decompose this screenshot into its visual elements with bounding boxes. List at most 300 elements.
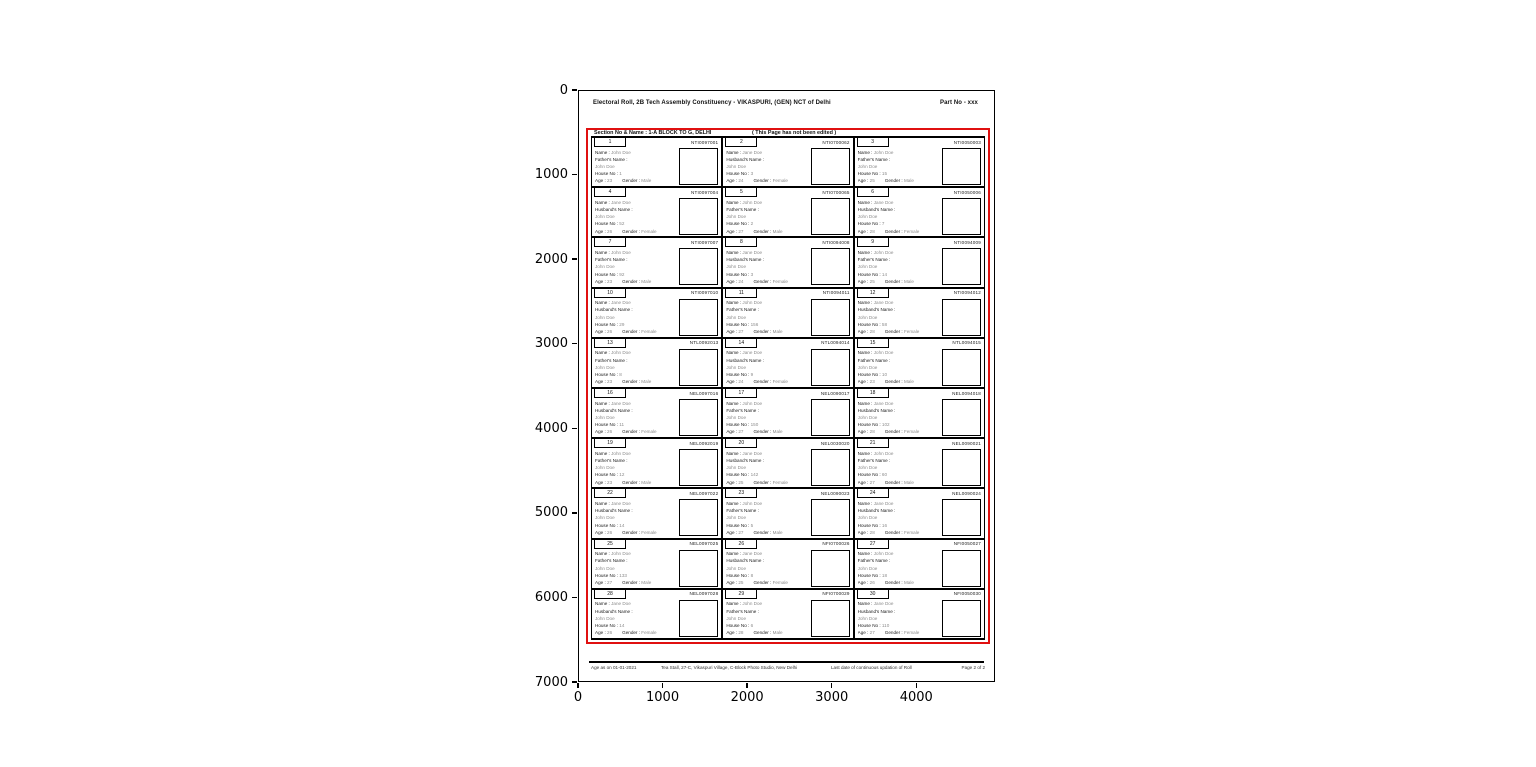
epic-number: NEL0090024 bbox=[952, 490, 981, 496]
voter-details bbox=[858, 199, 944, 235]
voter-photo-box bbox=[811, 449, 850, 486]
gender-group bbox=[885, 229, 919, 234]
serial-number-box: 13 bbox=[594, 338, 626, 348]
gender-group bbox=[622, 429, 656, 434]
house-value: 7 bbox=[881, 221, 885, 227]
relation-value-line: John Doe bbox=[726, 264, 746, 270]
gender-value: Male bbox=[772, 328, 783, 334]
age-label: Age : bbox=[595, 579, 608, 585]
serial-number-box: 21 bbox=[857, 438, 889, 448]
house-value: 10 bbox=[881, 371, 888, 377]
gender-value: Male bbox=[903, 379, 914, 385]
name-value: John Doe bbox=[742, 400, 763, 406]
serial-number-box: 27 bbox=[857, 539, 889, 549]
gender-group bbox=[885, 580, 914, 585]
age-gender-line bbox=[595, 378, 681, 385]
voter-details bbox=[726, 500, 812, 536]
gender-group bbox=[622, 279, 651, 284]
name-line bbox=[595, 299, 681, 306]
name-label: Name : bbox=[857, 551, 874, 557]
serial-number-box: 22 bbox=[594, 488, 626, 498]
relation-value-line: John Doe bbox=[595, 364, 615, 370]
name-label: Name : bbox=[595, 500, 612, 506]
name-line bbox=[595, 349, 681, 356]
voter-card bbox=[722, 389, 853, 437]
serial-number-box: 6 bbox=[857, 187, 889, 197]
voter-photo-box bbox=[811, 299, 850, 336]
gender-value: Female bbox=[641, 529, 657, 535]
age-gender-line bbox=[726, 529, 812, 536]
gender-value: Female bbox=[903, 429, 920, 435]
gender-label: Gender : bbox=[753, 630, 773, 636]
y-tick-mark bbox=[572, 428, 577, 429]
gender-value: Male bbox=[903, 178, 914, 184]
name-label: Name : bbox=[726, 350, 743, 356]
voter-card-grid bbox=[591, 136, 985, 640]
house-label: House No : bbox=[595, 422, 620, 428]
house-value: 2 bbox=[750, 221, 754, 227]
age-label: Age : bbox=[726, 328, 739, 334]
y-tick-mark bbox=[572, 597, 577, 598]
relation-label-line: Husband's Name : bbox=[857, 608, 896, 614]
gender-value: Female bbox=[772, 178, 788, 184]
age-label: Age : bbox=[595, 429, 608, 435]
age-label: Age : bbox=[726, 630, 739, 636]
voter-card-row bbox=[591, 186, 985, 236]
voter-card bbox=[854, 540, 985, 588]
age-label: Age : bbox=[857, 529, 870, 535]
house-label: House No : bbox=[595, 271, 620, 277]
epic-number: NTL0092013 bbox=[689, 340, 719, 346]
epic-number: NTI0700062 bbox=[822, 139, 850, 145]
name-value: Jane Doe bbox=[873, 300, 894, 306]
gender-group bbox=[753, 630, 782, 635]
gender-group bbox=[753, 229, 782, 234]
gender-label: Gender : bbox=[884, 579, 904, 585]
house-line bbox=[858, 522, 944, 529]
house-line bbox=[595, 271, 681, 278]
serial-number-box: 11 bbox=[725, 288, 757, 298]
voter-photo-box bbox=[679, 248, 718, 285]
house-value: 150 bbox=[750, 422, 759, 428]
name-value: Jane Doe bbox=[873, 400, 894, 406]
x-tick-mark bbox=[662, 683, 663, 688]
relation-label-line: Husband's Name : bbox=[857, 206, 896, 212]
epic-number: NEL0030020 bbox=[820, 440, 850, 446]
house-value: 29 bbox=[619, 321, 625, 327]
voter-details bbox=[595, 600, 681, 636]
relation-value-line: John Doe bbox=[857, 414, 878, 420]
x-tick-label: 4000 bbox=[899, 690, 933, 705]
epic-number: NEL0092019 bbox=[689, 440, 719, 446]
gender-value: Female bbox=[641, 228, 657, 234]
house-label: House No : bbox=[726, 221, 751, 227]
relation-value-line: John Doe bbox=[857, 314, 878, 320]
relation-label-line: Husband's Name : bbox=[595, 307, 633, 313]
name-label: Name : bbox=[857, 601, 874, 607]
relation-label-line: Father's Name : bbox=[857, 257, 891, 263]
name-value: John Doe bbox=[873, 249, 894, 255]
house-line bbox=[595, 421, 681, 428]
name-value: Jane Doe bbox=[873, 199, 894, 205]
serial-number-box: 16 bbox=[594, 388, 626, 398]
gender-group bbox=[753, 329, 782, 334]
serial-number-box: 9 bbox=[857, 237, 889, 247]
house-value: 52 bbox=[619, 221, 625, 227]
relation-label-line: Husband's Name : bbox=[726, 357, 764, 363]
house-value: 9 bbox=[750, 371, 754, 377]
voter-photo-box bbox=[811, 198, 850, 235]
age-gender-line bbox=[595, 177, 681, 184]
section-name-label: Section No & Name : 1-A BLOCK TO G, DELHI bbox=[594, 130, 712, 136]
voter-card bbox=[591, 439, 722, 487]
house-label: House No : bbox=[726, 271, 751, 277]
voter-photo-box bbox=[811, 148, 850, 185]
age-value: 23 bbox=[607, 278, 613, 284]
voter-card bbox=[722, 138, 853, 186]
y-tick-label: 6000 bbox=[534, 589, 568, 605]
gender-value: Female bbox=[641, 630, 657, 636]
house-value: 1 bbox=[619, 171, 622, 177]
plot-area bbox=[578, 90, 995, 682]
gender-label: Gender : bbox=[753, 178, 773, 184]
house-line bbox=[726, 170, 812, 177]
house-label: House No : bbox=[595, 622, 620, 628]
voter-photo-box bbox=[942, 499, 981, 536]
age-value: 28 bbox=[869, 228, 875, 234]
gender-group bbox=[622, 530, 656, 535]
relation-label-line: Husband's Name : bbox=[857, 508, 896, 514]
name-line bbox=[595, 500, 681, 507]
relation-value-line: John Doe bbox=[857, 214, 878, 220]
gender-value: Female bbox=[772, 278, 788, 284]
relation-value-line: John Doe bbox=[857, 515, 878, 521]
age-gender-line bbox=[858, 378, 944, 385]
epic-number: NFI0050030 bbox=[953, 591, 981, 597]
gender-label: Gender : bbox=[622, 630, 642, 636]
name-value: Jane Doe bbox=[742, 450, 763, 456]
voter-card bbox=[854, 389, 985, 437]
relation-value-line: John Doe bbox=[857, 465, 878, 471]
serial-number-box: 3 bbox=[857, 137, 889, 147]
relation-value-line: John Doe bbox=[857, 615, 878, 621]
house-label: House No : bbox=[857, 371, 882, 377]
epic-number: NTI0094011 bbox=[822, 290, 850, 296]
age-value: 28 bbox=[869, 529, 875, 535]
house-value: 142 bbox=[750, 472, 759, 478]
name-line bbox=[595, 249, 681, 256]
epic-number: NEL0094018 bbox=[952, 390, 981, 396]
relation-label-line: Father's Name : bbox=[726, 206, 759, 212]
relation-value-line: John Doe bbox=[595, 214, 615, 220]
house-value: 11 bbox=[619, 422, 625, 428]
x-tick-mark bbox=[746, 683, 747, 688]
gender-value: Female bbox=[903, 630, 920, 636]
house-line bbox=[858, 220, 944, 227]
age-gender-line bbox=[858, 629, 944, 636]
page-part-number: Part No - xxx bbox=[940, 100, 978, 106]
voter-card bbox=[591, 289, 722, 337]
voter-details bbox=[726, 400, 812, 436]
age-label: Age : bbox=[595, 630, 608, 636]
gender-group bbox=[885, 379, 914, 384]
name-value: Jane Doe bbox=[611, 400, 631, 406]
epic-number: NTI0050003 bbox=[953, 139, 981, 145]
serial-number-box: 25 bbox=[594, 539, 626, 549]
voter-card-row bbox=[591, 588, 985, 638]
voter-details bbox=[858, 600, 944, 636]
relation-value-line: John Doe bbox=[726, 364, 746, 370]
age-value: 27 bbox=[607, 579, 613, 585]
age-label: Age : bbox=[857, 630, 870, 636]
house-label: House No : bbox=[857, 522, 882, 528]
name-value: Jane Doe bbox=[742, 551, 763, 557]
serial-number-box: 4 bbox=[594, 187, 626, 197]
name-label: Name : bbox=[595, 601, 612, 607]
relation-value-line: John Doe bbox=[726, 615, 746, 621]
footer-divider bbox=[589, 661, 984, 663]
age-gender-line bbox=[726, 479, 812, 486]
gender-value: Male bbox=[903, 479, 914, 485]
voter-photo-box bbox=[942, 349, 981, 386]
relation-label-line: Father's Name : bbox=[595, 558, 628, 564]
name-value: John Doe bbox=[742, 601, 763, 607]
relation-value-line: John Doe bbox=[726, 515, 746, 521]
age-value: 24 bbox=[738, 278, 744, 284]
voter-photo-box bbox=[811, 248, 850, 285]
name-line bbox=[726, 550, 812, 557]
age-value: 28 bbox=[869, 429, 875, 435]
house-value: 14 bbox=[619, 622, 625, 628]
age-label: Age : bbox=[595, 278, 608, 284]
voter-details bbox=[726, 149, 812, 185]
voter-details bbox=[858, 349, 944, 385]
name-line bbox=[858, 400, 944, 407]
name-value: Jane Doe bbox=[611, 300, 631, 306]
house-value: 14 bbox=[881, 271, 888, 277]
y-tick-mark bbox=[572, 89, 577, 90]
name-label: Name : bbox=[857, 350, 874, 356]
epic-number: NEL0097022 bbox=[689, 490, 719, 496]
footer-item: Page 2 of 2 bbox=[961, 664, 985, 670]
voter-card-row bbox=[591, 337, 985, 387]
name-label: Name : bbox=[857, 400, 874, 406]
voter-details bbox=[595, 500, 681, 536]
name-value: John Doe bbox=[873, 450, 894, 456]
name-line bbox=[726, 299, 812, 306]
age-value: 27 bbox=[738, 429, 744, 435]
serial-number-box: 18 bbox=[857, 388, 889, 398]
house-value: 5 bbox=[750, 522, 754, 528]
name-label: Name : bbox=[595, 249, 612, 255]
name-label: Name : bbox=[726, 249, 743, 255]
gender-value: Female bbox=[641, 429, 657, 435]
age-value: 27 bbox=[738, 228, 744, 234]
name-value: Jane Doe bbox=[611, 500, 631, 506]
relation-value-line: John Doe bbox=[595, 465, 615, 471]
age-value: 26 bbox=[607, 630, 613, 636]
epic-number: NEL0097025 bbox=[689, 541, 719, 547]
voter-card bbox=[591, 339, 722, 387]
name-value: Jane Doe bbox=[611, 199, 631, 205]
house-value: 102 bbox=[881, 422, 890, 428]
serial-number-box: 23 bbox=[725, 488, 757, 498]
relation-label-line: Father's Name : bbox=[595, 457, 628, 463]
name-line bbox=[858, 500, 944, 507]
house-label: House No : bbox=[857, 321, 882, 327]
house-value: 133 bbox=[619, 572, 627, 578]
house-line bbox=[595, 622, 681, 629]
name-value: Jane Doe bbox=[742, 350, 763, 356]
house-line bbox=[726, 622, 812, 629]
gender-label: Gender : bbox=[884, 228, 904, 234]
gender-group bbox=[622, 229, 656, 234]
relation-value-line: John Doe bbox=[857, 364, 878, 370]
relation-label-line: Husband's Name : bbox=[595, 508, 633, 514]
age-label: Age : bbox=[857, 379, 870, 385]
relation-value-line: John Doe bbox=[726, 565, 746, 571]
house-label: House No : bbox=[595, 371, 620, 377]
voter-photo-box bbox=[811, 399, 850, 436]
name-label: Name : bbox=[726, 601, 743, 607]
age-label: Age : bbox=[595, 178, 608, 184]
voter-details bbox=[726, 299, 812, 335]
gender-value: Male bbox=[772, 630, 783, 636]
gender-value: Male bbox=[772, 529, 783, 535]
voter-details bbox=[595, 450, 681, 486]
voter-card bbox=[854, 489, 985, 537]
gender-label: Gender : bbox=[622, 228, 642, 234]
voter-photo-box bbox=[811, 600, 850, 637]
name-value: Jane Doe bbox=[742, 149, 763, 155]
relation-value-line: John Doe bbox=[857, 264, 878, 270]
name-value: Jane Doe bbox=[873, 500, 894, 506]
relation-value-line: John Doe bbox=[595, 615, 615, 621]
age-gender-line bbox=[595, 328, 681, 335]
y-tick-label: 2000 bbox=[534, 251, 568, 267]
name-value: Jane Doe bbox=[611, 601, 631, 607]
voter-photo-box bbox=[942, 399, 981, 436]
name-label: Name : bbox=[595, 350, 612, 356]
gender-group bbox=[885, 630, 919, 635]
epic-number: NTI0700065 bbox=[822, 189, 850, 195]
voter-details bbox=[595, 299, 681, 335]
page-edited-note: ( This Page has not been edited ) bbox=[752, 130, 837, 136]
age-value: 23 bbox=[869, 379, 875, 385]
y-tick-label: 0 bbox=[559, 82, 568, 98]
house-label: House No : bbox=[726, 522, 751, 528]
gender-label: Gender : bbox=[753, 278, 773, 284]
relation-value-line: John Doe bbox=[595, 515, 615, 521]
name-line bbox=[858, 149, 944, 156]
gender-group bbox=[622, 480, 651, 485]
epic-number: NFI0700026 bbox=[822, 541, 850, 547]
voter-photo-box bbox=[679, 449, 718, 486]
age-gender-line bbox=[595, 579, 681, 586]
age-label: Age : bbox=[726, 579, 739, 585]
y-tick-label: 5000 bbox=[534, 505, 568, 521]
name-label: Name : bbox=[857, 149, 874, 155]
epic-number: NTI0097007 bbox=[691, 239, 719, 245]
gender-group bbox=[753, 279, 787, 284]
gender-value: Male bbox=[641, 579, 652, 585]
epic-number: NTI0097010 bbox=[691, 290, 719, 296]
name-line bbox=[595, 450, 681, 457]
house-value: 12 bbox=[619, 472, 625, 478]
age-value: 26 bbox=[607, 429, 613, 435]
house-label: House No : bbox=[595, 221, 620, 227]
serial-number-box: 24 bbox=[857, 488, 889, 498]
house-label: House No : bbox=[726, 622, 751, 628]
age-value: 25 bbox=[869, 178, 875, 184]
gender-label: Gender : bbox=[753, 529, 773, 535]
age-value: 27 bbox=[738, 529, 744, 535]
house-value: 6 bbox=[750, 622, 754, 628]
voter-details bbox=[858, 149, 944, 185]
name-line bbox=[858, 450, 944, 457]
gender-label: Gender : bbox=[884, 429, 904, 435]
gender-value: Male bbox=[641, 178, 652, 184]
age-label: Age : bbox=[595, 479, 608, 485]
relation-label-line: Father's Name : bbox=[595, 357, 628, 363]
age-label: Age : bbox=[726, 529, 739, 535]
gender-label: Gender : bbox=[622, 579, 642, 585]
age-label: Age : bbox=[857, 178, 870, 184]
age-gender-line bbox=[858, 529, 944, 536]
serial-number-box: 5 bbox=[725, 187, 757, 197]
x-tick-mark bbox=[577, 683, 578, 688]
age-value: 23 bbox=[607, 379, 613, 385]
gender-group bbox=[885, 429, 919, 434]
name-line bbox=[858, 349, 944, 356]
age-label: Age : bbox=[857, 328, 870, 334]
voter-card bbox=[854, 439, 985, 487]
gender-label: Gender : bbox=[884, 278, 904, 284]
name-value: John Doe bbox=[611, 350, 631, 356]
footer-item: Last date of continuous updation of Roll bbox=[831, 664, 912, 670]
voter-details bbox=[726, 600, 812, 636]
voter-photo-box bbox=[942, 148, 981, 185]
voter-card bbox=[854, 138, 985, 186]
voter-details bbox=[858, 400, 944, 436]
name-label: Name : bbox=[595, 400, 612, 406]
age-gender-line bbox=[858, 328, 944, 335]
serial-number-box: 28 bbox=[594, 589, 626, 599]
name-label: Name : bbox=[595, 199, 612, 205]
gender-group bbox=[622, 178, 651, 183]
voter-card bbox=[722, 439, 853, 487]
relation-value-line: John Doe bbox=[857, 163, 878, 169]
y-tick-mark bbox=[572, 681, 577, 682]
gender-label: Gender : bbox=[622, 278, 642, 284]
age-gender-line bbox=[595, 629, 681, 636]
age-value: 25 bbox=[738, 479, 744, 485]
gender-label: Gender : bbox=[884, 529, 904, 535]
house-value: 58 bbox=[881, 321, 888, 327]
gender-group bbox=[753, 530, 782, 535]
epic-number: NFI0050027 bbox=[953, 541, 981, 547]
voter-card bbox=[722, 339, 853, 387]
age-value: 25 bbox=[869, 278, 875, 284]
voter-card bbox=[722, 238, 853, 286]
age-value: 27 bbox=[738, 328, 744, 334]
age-label: Age : bbox=[857, 278, 870, 284]
house-label: House No : bbox=[857, 221, 882, 227]
age-label: Age : bbox=[857, 479, 870, 485]
gender-group bbox=[885, 480, 914, 485]
age-gender-line bbox=[595, 278, 681, 285]
voter-photo-box bbox=[679, 499, 718, 536]
